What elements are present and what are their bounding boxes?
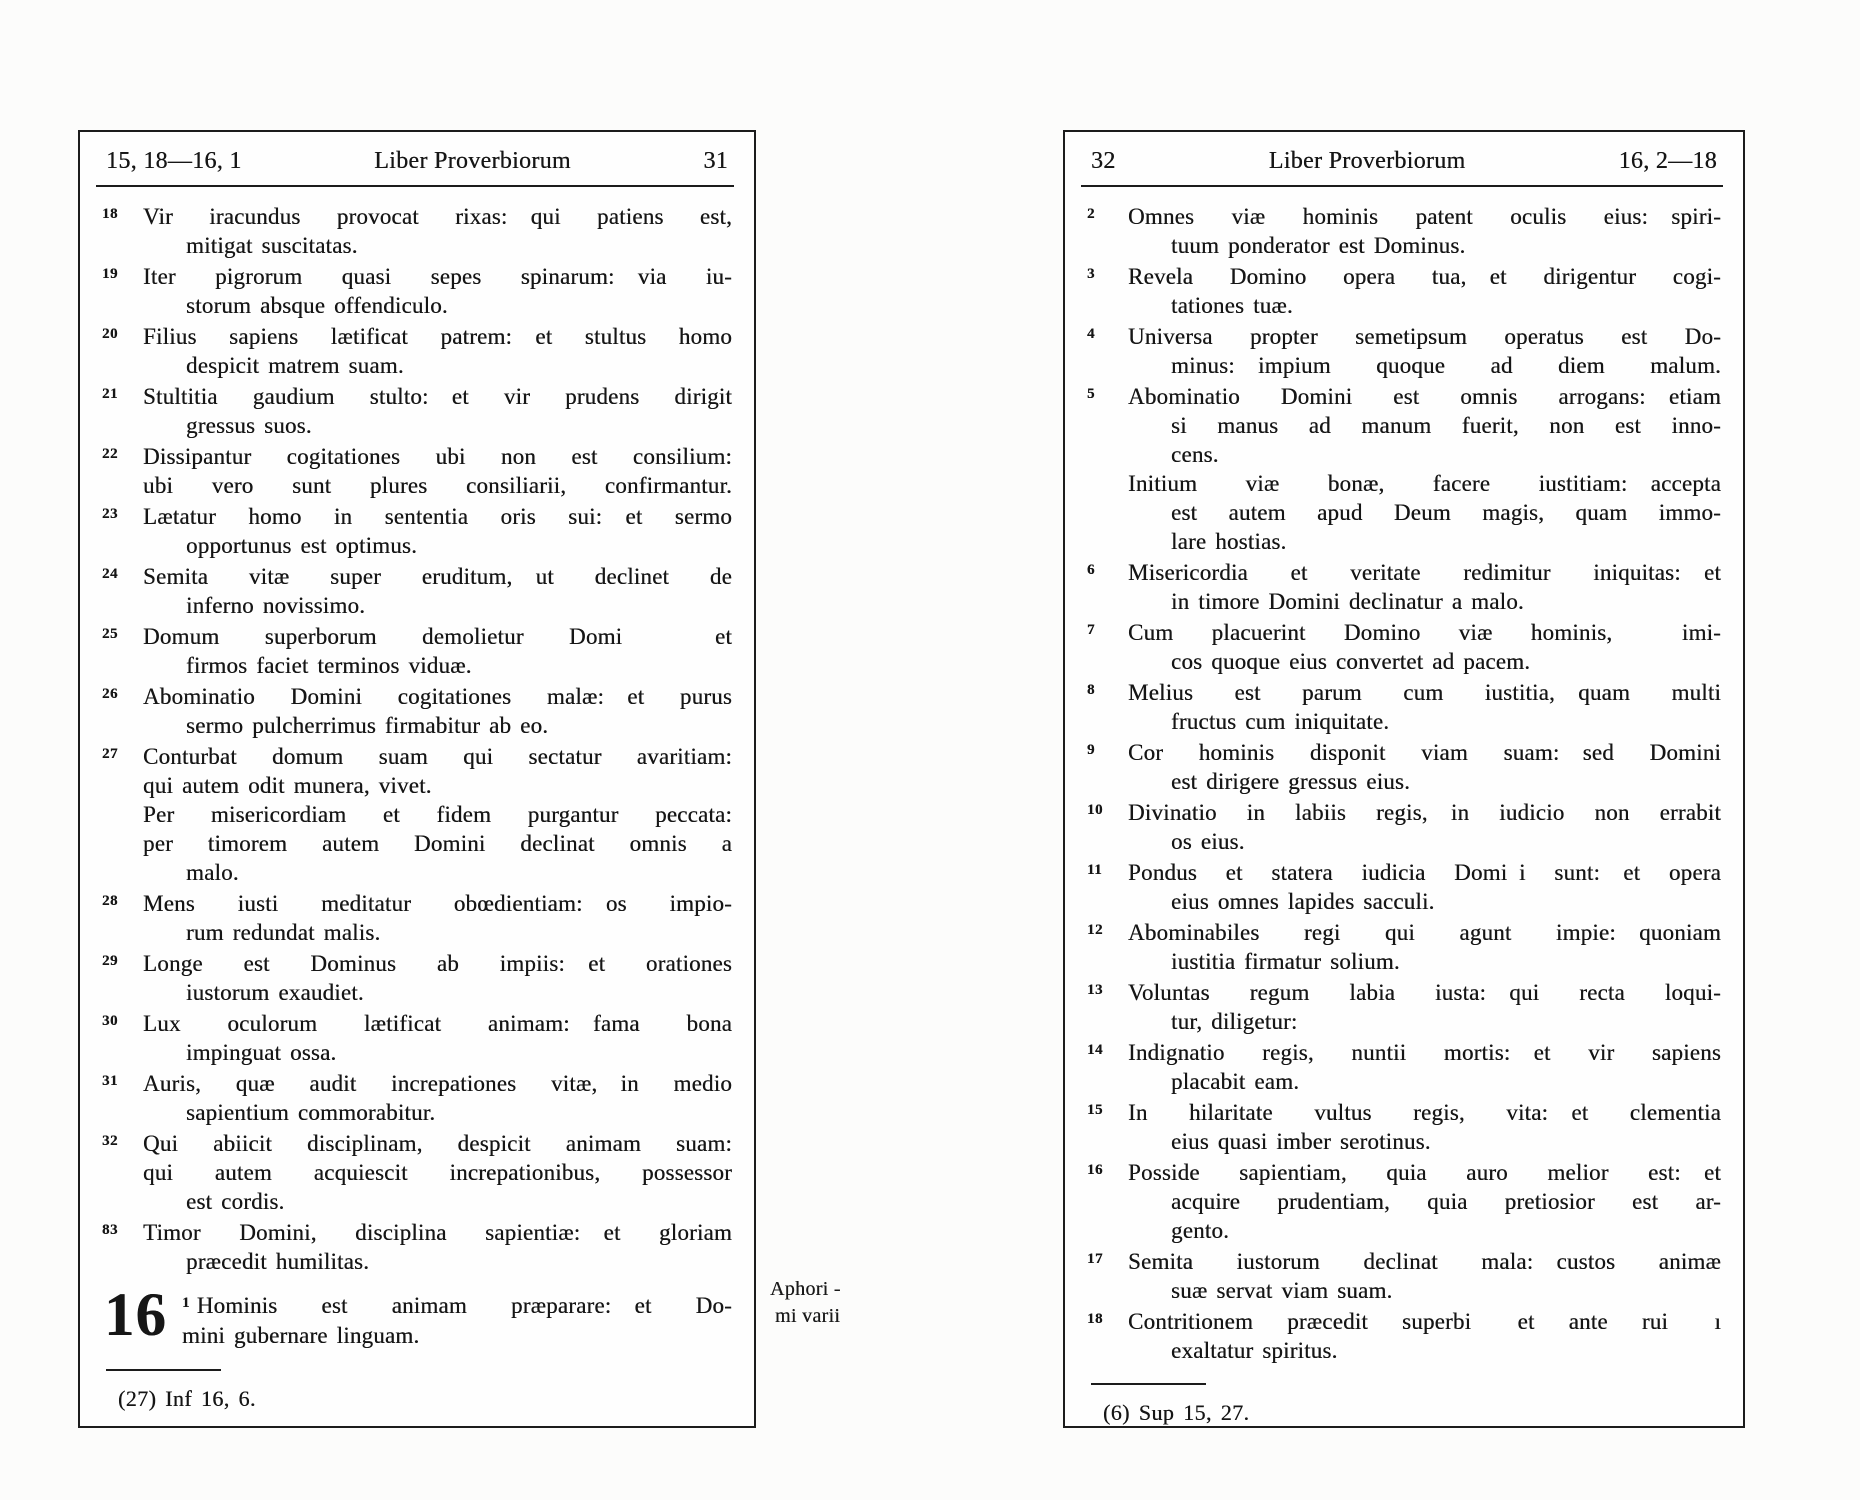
verse-number: 1 [182, 1295, 190, 1311]
verse-line: 10 Divinatio in labiis regis, in iudicio non errabit [1081, 796, 1723, 827]
verse-line: impinguat ossa. [186, 1040, 337, 1065]
verse-line: 5 Abominatio Domini est omnis arrogans: etiam [1081, 380, 1723, 411]
verse-line: si manus ad manum fuerit, non est inno- [1171, 413, 1721, 438]
verse-line: inferno novissimo. [186, 593, 366, 618]
footnote-rule [1091, 1383, 1206, 1385]
verse-line: 31 Auris, quæ audit increpationes vitæ, in medio [96, 1067, 734, 1098]
verse-line: eius quasi imber serotinus. [1171, 1129, 1431, 1154]
verse-number: 14 [1087, 1042, 1103, 1058]
verse-number: 3 [1087, 266, 1095, 282]
verse-line: iustitia firmatur solium. [1171, 949, 1400, 974]
verse-line: sermo pulcherrimus firmabitur ab eo. [186, 713, 549, 738]
verse-line: 29 Longe est Dominus ab impiis: et orationes [96, 947, 734, 978]
verse-line: 28 Mens iusti meditatur obœdientiam: os impio- [96, 887, 734, 918]
verse-line: 26 Abominatio Domini cogitationes malæ: et purus [96, 680, 734, 711]
verse-line: sapientium commorabitur. [186, 1100, 436, 1125]
verse-line: cos quoque eius convertet ad pacem. [1171, 649, 1531, 674]
verse-number: 29 [102, 953, 118, 969]
verse-line: minus: impium quoque ad diem malum. [1171, 353, 1721, 378]
verse-line: 25 Domum superborum demolietur Domi et [96, 620, 734, 651]
right-page-header [1081, 140, 1723, 187]
verse-line: 11 Pondus et statera iudicia Domi i sunt: et opera [1081, 856, 1723, 887]
footnote-right: (6) Sup 15, 27. [1103, 1400, 1250, 1425]
verse-line: 23 Lætatur homo in sententia oris sui: et sermo [96, 500, 734, 531]
verse-line: iustorum exaudiet. [186, 980, 364, 1005]
verse-number: 4 [1087, 326, 1095, 342]
verse-line: despicit matrem suam. [186, 353, 404, 378]
verse-number: 10 [1087, 802, 1103, 818]
verse-number: 18 [102, 206, 118, 222]
verse-number: 83 [102, 1222, 118, 1238]
verse-line: 6 Misericordia et veritate redimitur iniquitas: et [1081, 556, 1723, 587]
verse-line: 13 Voluntas regum labia iusta: qui recta loqui- [1081, 976, 1723, 1007]
verse-line: 17 Semita iustorum declinat mala: custos animæ [1081, 1245, 1723, 1276]
verse-number: 17 [1087, 1251, 1103, 1267]
verse-range: 16, 2—18 [1618, 148, 1717, 174]
verse-number: 23 [102, 506, 118, 522]
verse-line: 83 Timor Domini, disciplina sapientiæ: et gloriam [96, 1216, 734, 1247]
verse-number: 26 [102, 686, 118, 702]
verse-number: 16 [1087, 1162, 1103, 1178]
verse-text-column [1081, 187, 1723, 1365]
verse-text-column [96, 187, 734, 1276]
verse-line: 19 Iter pigrorum quasi sepes spinarum: via iu- [96, 260, 734, 291]
verse-line: tur, diligetur: [1171, 1009, 1298, 1034]
verse-number: 25 [102, 626, 118, 642]
verse-line: malo. [186, 860, 239, 885]
footnote-rule [106, 1369, 221, 1371]
verse-line: 24 Semita vitæ super eruditum, ut declinet de [96, 560, 734, 591]
chapter-number: 16 [104, 1282, 167, 1349]
verse-number: 5 [1087, 386, 1095, 402]
chapter-start [96, 1282, 734, 1351]
verse-line: tationes tuæ. [1171, 293, 1293, 318]
verse-line: 18 Vir iracundus provocat rixas: qui patiens est, [96, 200, 734, 231]
verse-line: ubi vero sunt plures consiliarii, confirmantur. [143, 473, 732, 498]
verse-line: acquire prudentiam, quia pretiosior est ar- [1171, 1189, 1721, 1214]
verse-line: mitigat suscitatas. [186, 233, 358, 258]
verse-line: in timore Domini declinatur a malo. [1171, 589, 1524, 614]
verse-line: storum absque offendiculo. [186, 293, 448, 318]
verse-line: tuum ponderator est Dominus. [1171, 233, 1466, 258]
margin-note-line: Aphori - [770, 1278, 841, 1300]
margin-note-line: mi varii [775, 1305, 841, 1327]
verse-number: 7 [1087, 622, 1095, 638]
verse-line: 7 Cum placuerint Domino viæ hominis, imi- [1081, 616, 1723, 647]
verse-number: 13 [1087, 982, 1103, 998]
verse-line: est autem apud Deum magis, quam immo- [1171, 500, 1721, 525]
verse-line: est dirigere gressus eius. [1171, 769, 1411, 794]
verse-number: 21 [102, 386, 118, 402]
verse-line: 20 Filius sapiens lætificat patrem: et stultus homo [96, 320, 734, 351]
left-page-header [96, 140, 734, 187]
verse-line: qui autem odit munera, vivet. [143, 773, 432, 798]
verse-number: 9 [1087, 742, 1095, 758]
verse-range: 15, 18—16, 1 [106, 148, 242, 174]
verse-number: 15 [1087, 1102, 1103, 1118]
chapter-first-verse [182, 1288, 734, 1351]
verse-text: Hominis est animam præparare: et Do- [196, 1293, 732, 1318]
verse-line: os eius. [1171, 829, 1245, 854]
verse-number: 27 [102, 746, 118, 762]
verse-number: 30 [102, 1013, 118, 1029]
verse-number: 8 [1087, 682, 1095, 698]
verse-number: 20 [102, 326, 118, 342]
verse-line: qui autem acquiescit increpationibus, possessor [143, 1160, 732, 1185]
verse-line: præcedit humilitas. [186, 1249, 370, 1274]
verse-line: 32 Qui abiicit disciplinam, despicit animam suam: [96, 1127, 734, 1158]
verse-line: Per misericordiam et fidem purgantur peccata: [143, 802, 732, 827]
book-title: Liber Proverbiorum [1268, 148, 1466, 174]
verse-number: 18 [1087, 1311, 1103, 1327]
verse-line: 3 Revela Domino opera tua, et dirigentur cogi- [1081, 260, 1723, 291]
verse-number: 12 [1087, 922, 1103, 938]
footnote-left: (27) Inf 16, 6. [118, 1386, 256, 1411]
verse-number: 22 [102, 446, 118, 462]
verse-line: firmos faciet terminos viduæ. [186, 653, 472, 678]
verse-line: 15 In hilaritate vultus regis, vita: et clementia [1081, 1096, 1723, 1127]
verse-number: 6 [1087, 562, 1095, 578]
verse-number: 31 [102, 1073, 118, 1089]
verse-line: rum redundat malis. [186, 920, 381, 945]
verse-line: opportunus est optimus. [186, 533, 418, 558]
verse-line: 22 Dissipantur cogitationes ubi non est consilium: [96, 440, 734, 471]
page-number: 32 [1091, 148, 1116, 174]
verse-number: 28 [102, 893, 118, 909]
verse-number: 24 [102, 566, 118, 582]
verse-line: 30 Lux oculorum lætificat animam: fama bona [96, 1007, 734, 1038]
verse-line: fructus cum iniquitate. [1171, 709, 1390, 734]
verse-line: placabit eam. [1171, 1069, 1300, 1094]
verse-line: suæ servat viam suam. [1171, 1278, 1393, 1303]
verse-line: per timorem autem Domini declinat omnis a [143, 831, 732, 856]
verse-line: 27 Conturbat domum suam qui sectatur avaritiam: [96, 740, 734, 771]
verse-line: cens. [1171, 442, 1219, 467]
verse-line: eius omnes lapides sacculi. [1171, 889, 1435, 914]
verse-line: gento. [1171, 1218, 1230, 1243]
page-number: 31 [703, 148, 728, 174]
verse-line: 16 Posside sapientiam, quia auro melior est: et [1081, 1156, 1723, 1187]
verse-number: 11 [1087, 862, 1103, 878]
right-page [1063, 130, 1745, 1428]
verse-number: 32 [102, 1133, 118, 1149]
verse-line: Initium viæ bonæ, facere iustitiam: accepta [1128, 471, 1721, 496]
verse-line: est cordis. [186, 1189, 285, 1214]
left-page [78, 130, 756, 1428]
verse-line: mini gubernare linguam. [182, 1323, 420, 1348]
margin-note [770, 1276, 841, 1330]
verse-line: 12 Abominabiles regi qui agunt impie: quoniam [1081, 916, 1723, 947]
verse-line: 4 Universa propter semetipsum operatus est Do- [1081, 320, 1723, 351]
verse-line: gressus suos. [186, 413, 312, 438]
verse-line: 18 Contritionem præcedit superbi et ante rui ı [1081, 1305, 1723, 1336]
verse-line: 2 Omnes viæ hominis patent oculis eius: spiri- [1081, 200, 1723, 231]
book-title: Liber Proverbiorum [374, 148, 571, 174]
verse-line: 9 Cor hominis disponit viam suam: sed Domini [1081, 736, 1723, 767]
verse-line [182, 1288, 732, 1321]
verse-line: 14 Indignatio regis, nuntii mortis: et vir sapiens [1081, 1036, 1723, 1067]
verse-number: 19 [102, 266, 118, 282]
verse-line: 8 Melius est parum cum iustitia, quam multi [1081, 676, 1723, 707]
verse-line: 21 Stultitia gaudium stulto: et vir prudens dirigit [96, 380, 734, 411]
verse-line: lare hostias. [1171, 529, 1287, 554]
verse-number: 2 [1087, 206, 1095, 222]
verse-line: exaltatur spiritus. [1171, 1338, 1338, 1363]
